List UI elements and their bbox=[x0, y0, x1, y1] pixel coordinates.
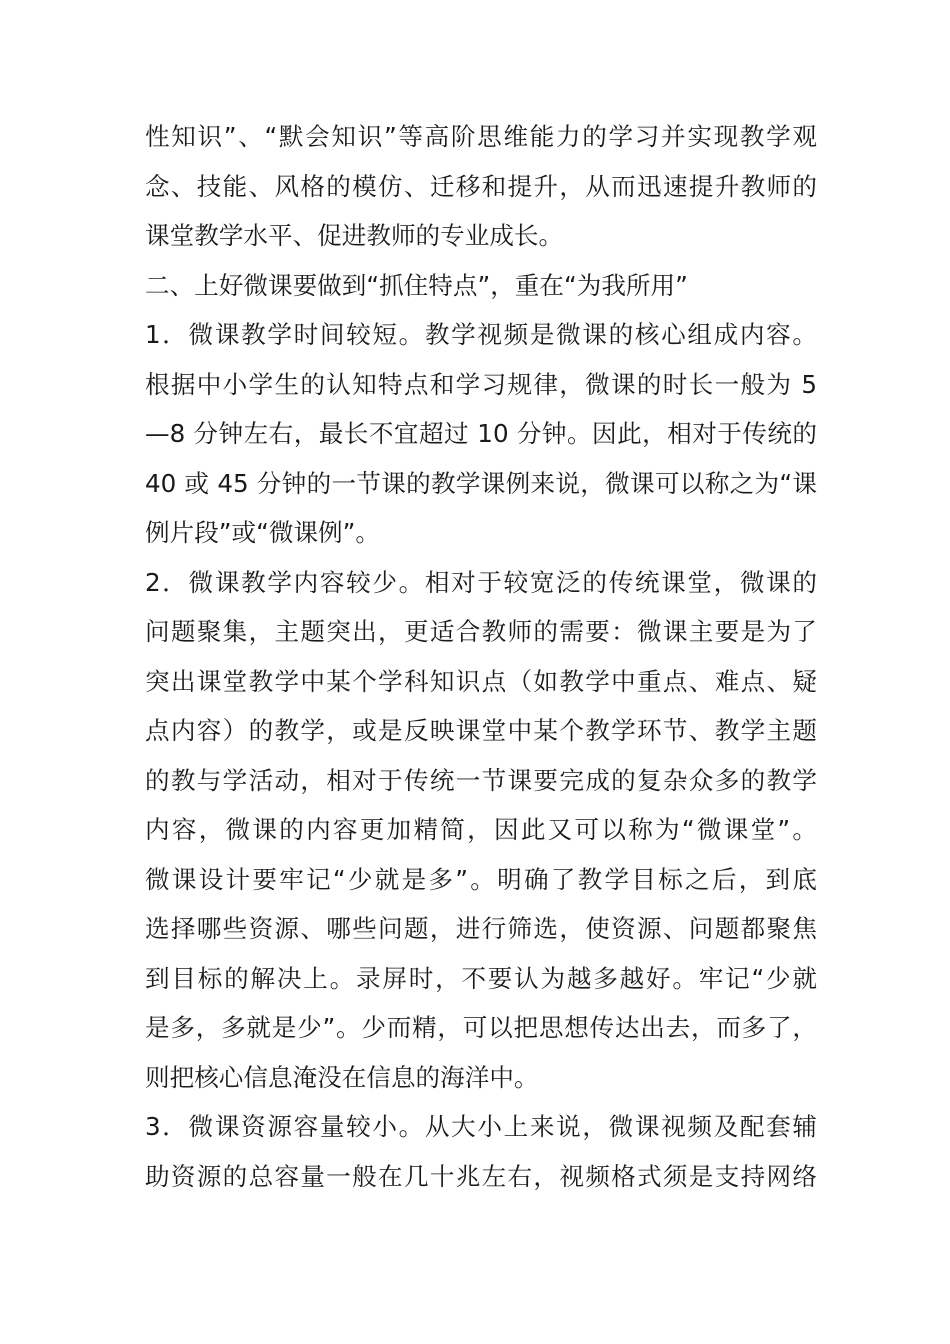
text-line: 是多，多就是少”。少而精，可以把思想传达出去，而多了， bbox=[145, 1013, 817, 1042]
text-line: 突出课堂教学中某个学科知识点（如教学中重点、难点、疑 bbox=[145, 666, 817, 696]
text-line: 微课设计要牢记“少就是多”。明确了教学目标之后，到底 bbox=[145, 864, 817, 894]
paragraph-point-1 bbox=[145, 310, 817, 558]
text-line: 根据中小学生的认知特点和学习规律，微课的时长一般为 5 bbox=[145, 369, 817, 399]
text-line: 例片段”或“微课例”。 bbox=[145, 518, 380, 547]
document-body bbox=[145, 112, 817, 1201]
text-line: 性知识”、“默会知识”等高阶思维能力的学习并实现教学观 bbox=[145, 122, 817, 151]
text-line: 课堂教学水平、促进教师的专业成长。 bbox=[145, 221, 564, 250]
text-line: 2．微课教学内容较少。相对于较宽泛的传统课堂，微课的 bbox=[145, 567, 817, 597]
text-line: 1．微课教学时间较短。教学视频是微课的核心组成内容。 bbox=[145, 320, 817, 349]
text-line: 则把核心信息淹没在信息的海洋中。 bbox=[145, 1062, 539, 1092]
text-line: —8 分钟左右，最长不宜超过 10 分钟。因此，相对于传统的 bbox=[145, 419, 817, 448]
section-heading bbox=[145, 261, 817, 311]
text-line: 40 或 45 分钟的一节课的教学课例来说，微课可以称之为“课 bbox=[145, 468, 817, 498]
text-line: 到目标的解决上。录屏时，不要认为越多越好。牢记“少就 bbox=[145, 963, 817, 993]
text-line: 3．微课资源容量较小。从大小上来说，微课视频及配套辅 bbox=[145, 1112, 817, 1141]
heading-line: 二、上好微课要做到“抓住特点”，重在“为我所用” bbox=[145, 270, 688, 300]
text-line: 念、技能、风格的模仿、迁移和提升，从而迅速提升教师的 bbox=[145, 171, 817, 201]
text-line: 的教与学活动，相对于传统一节课要完成的复杂众多的教学 bbox=[145, 765, 817, 795]
text-line: 点内容）的教学，或是反映课堂中某个教学环节、教学主题 bbox=[145, 716, 817, 745]
paragraph-point-3 bbox=[145, 1102, 817, 1201]
paragraph-continuation bbox=[145, 112, 817, 261]
text-line: 内容，微课的内容更加精简，因此又可以称为“微课堂”。 bbox=[145, 815, 817, 844]
text-line: 助资源的总容量一般在几十兆左右，视频格式须是支持网络 bbox=[145, 1161, 817, 1191]
paragraph-point-2 bbox=[145, 558, 817, 1103]
text-line: 选择哪些资源、哪些问题，进行筛选，使资源、问题都聚焦 bbox=[145, 914, 817, 943]
text-line: 问题聚集，主题突出，更适合教师的需要：微课主要是为了 bbox=[145, 617, 817, 646]
